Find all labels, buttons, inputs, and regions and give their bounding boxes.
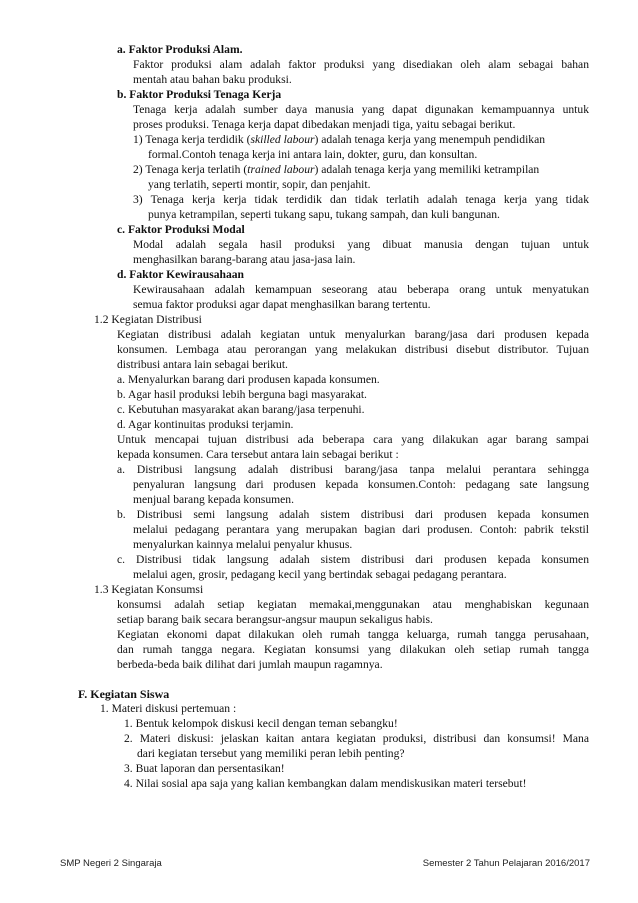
konsumsi-heading: 1.3 Kegiatan Konsumsi <box>94 583 204 596</box>
item-text: 2) Tenaga kerja terlatih ( <box>133 163 248 176</box>
paragraph-line: berbeda-beda baik dilihat dari jumlah maupun ragamnya. <box>117 658 383 671</box>
footer-right: Semester 2 Tahun Pelajaran 2016/2017 <box>422 858 590 869</box>
item-term: trained labour <box>247 163 315 176</box>
list-item: 1. Materi diskusi pertemuan : <box>100 702 237 715</box>
section-d-line: Kewirausahaan adalah kemampuan seseorang atau beberapa orang untuk menyatukan <box>133 283 589 296</box>
paragraph-line: Kegiatan ekonomi dapat dilakukan oleh rumah tangga keluarga, rumah tangga perusahaan, <box>117 628 589 641</box>
section-c-line: Modal adalah segala hasil produksi yang dibuat manusia dengan tujuan untuk <box>133 238 589 251</box>
section-a-line: mentah atau bahan baku produksi. <box>133 73 292 86</box>
list-item: c. Distribusi tidak langsung adalah sistem distribusi dari produsen kepada konsumen <box>117 553 589 566</box>
kegiatan-siswa-heading: F. Kegiatan Siswa <box>78 687 170 701</box>
list-item: a. Distribusi langsung adalah distribusi barang/jasa tanpa melalui perantara sehingga <box>117 463 589 476</box>
list-item: b. Distribusi semi langsung adalah sistem distribusi dari produsen kepada konsumen <box>117 508 589 521</box>
section-c-line: menghasilkan barang-barang atau jasa-jasa lain. <box>133 253 356 266</box>
item-text: ) adalah tenaga kerja yang menempuh pendidikan <box>314 133 546 146</box>
paragraph-line: distribusi antara lain sebagai berikut. <box>117 358 288 371</box>
list-item-cont: yang terlatih, seperti montir, sopir, dan penjahit. <box>148 178 371 191</box>
list-item-cont: dari kegiatan tersebut yang memiliki peran lebih penting? <box>137 747 405 760</box>
paragraph-line: konsumen. Lembaga atau perorangan yang melakukan distribusi disebut distributor. Tujuan <box>117 343 589 356</box>
section-b-line: Tenaga kerja adalah sumber daya manusia yang dapat digunakan kemampuannya untuk <box>133 103 589 116</box>
footer-left: SMP Negeri 2 Singaraja <box>60 858 162 869</box>
section-b-line: proses produksi. Tenaga kerja dapat dibedakan menjadi tiga, yaitu sebagai berikut. <box>133 118 516 131</box>
list-item: d. Agar kontinuitas produksi terjamin. <box>117 418 294 431</box>
section-c-title: c. Faktor Produksi Modal <box>117 223 245 236</box>
list-item-cont: menyalurkan kainnya melalui penyalur khusus. <box>133 538 353 551</box>
list-item: b. Agar hasil produksi lebih berguna bagi masyarakat. <box>117 388 367 401</box>
list-item: 3. Buat laporan dan persentasikan! <box>124 762 285 775</box>
paragraph-line: kepada konsumen. Cara tersebut antara lain sebagai berikut : <box>117 448 399 461</box>
list-item: c. Kebutuhan masyarakat akan barang/jasa terpenuhi. <box>117 403 365 416</box>
paragraph-line: Untuk mencapai tujuan distribusi ada beberapa cara yang dilakukan agar barang sampai <box>117 433 589 446</box>
list-item: 3) Tenaga kerja kerja tidak terdidik dan tidak terlatih adalah tenaga kerja yang tidak <box>133 193 589 206</box>
list-item: a. Menyalurkan barang dari produsen kapada konsumen. <box>117 373 380 386</box>
distribusi-heading: 1.2 Kegiatan Distribusi <box>94 313 202 326</box>
item-text: ) adalah tenaga kerja yang memiliki ketrampilan <box>314 163 540 176</box>
paragraph-line: dan rumah tangga negara. Kegiatan konsumsi yang dilakukan oleh setiap rumah tangga <box>117 643 589 656</box>
item-term: skilled labour <box>250 133 315 146</box>
section-b-title: b. Faktor Produksi Tenaga Kerja <box>117 88 282 101</box>
section-a-title: a. Faktor Produksi Alam. <box>117 43 243 56</box>
section-d-line: semua faktor produksi agar dapat menghasilkan barang tertentu. <box>133 298 431 311</box>
list-item-cont: penyaluran langsung dari produsen kepada konsumen.Contoh: pedagang sate langsung <box>133 478 589 491</box>
list-item: 1. Bentuk kelompok diskusi kecil dengan teman sebangku! <box>124 717 398 730</box>
list-item-cont: menjual barang kepada konsumen. <box>133 493 294 506</box>
list-item: 2. Materi diskusi: jelaskan kaitan antara kegiatan produksi, distribusi dan konsumsi! Mana <box>124 732 589 745</box>
paragraph-line: setiap barang baik secara berangsur-angsur maupun sekaligus habis. <box>117 613 433 626</box>
item-text: 1) Tenaga kerja terdidik ( <box>133 133 251 146</box>
list-item-cont: melalui pedagang perantara yang merupakan bagian dari produsen. Contoh: pabrik tekstil <box>133 523 589 536</box>
list-item-cont: formal.Contoh tenaga kerja ini antara lain, dokter, guru, dan konsultan. <box>148 148 478 161</box>
list-item <box>133 163 589 177</box>
list-item-cont: punya ketrampilan, seperti tukang sapu, tukang sampah, dan kuli bangunan. <box>148 208 500 221</box>
list-item: 4. Nilai sosial apa saja yang kalian kembangkan dalam mendiskusikan materi tersebut! <box>124 777 527 790</box>
section-d-title: d. Faktor Kewirausahaan <box>117 268 245 281</box>
paragraph-line: Kegiatan distribusi adalah kegiatan untuk menyalurkan barang/jasa dari produsen kepada <box>117 328 589 341</box>
list-item-cont: melalui agen, grosir, pedagang kecil yang bertindak sebagai pedagang perantara. <box>133 568 507 581</box>
paragraph-line: konsumsi adalah setiap kegiatan memakai,menggunakan atau menghabiskan kegunaan <box>117 598 589 611</box>
section-a-line: Faktor produksi alam adalah faktor produksi yang disediakan oleh alam sebagai bahan <box>133 58 589 71</box>
list-item <box>133 133 589 147</box>
